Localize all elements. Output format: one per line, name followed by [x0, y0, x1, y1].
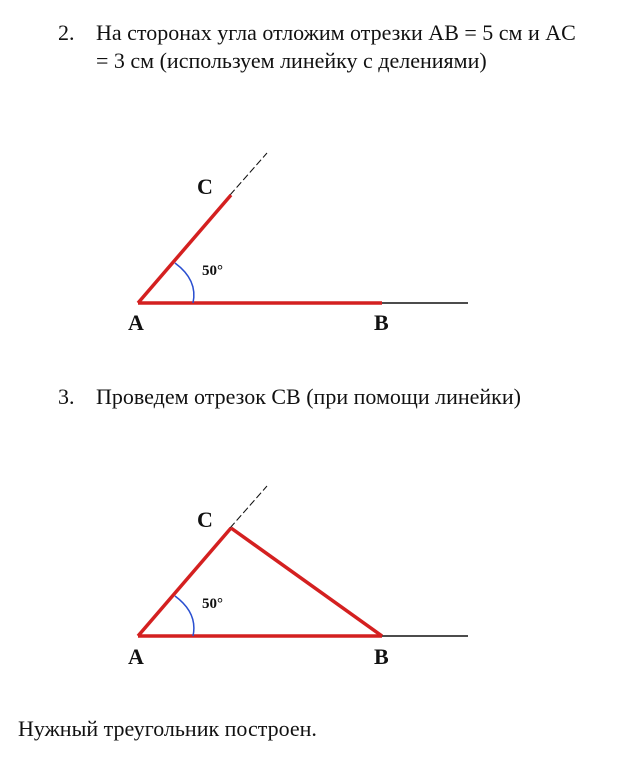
segment-cb: [231, 528, 382, 636]
triangle-figure-2: [0, 478, 644, 678]
angle-label: 50°: [202, 596, 223, 612]
angle-arc: [175, 263, 194, 303]
step-2-text: На сторонах угла отложим отрезки AB = 5 см и AC = 3 см (используем линейку с делениями): [96, 20, 576, 73]
point-c-label: C: [197, 174, 213, 199]
angle-arc: [175, 596, 194, 636]
segment-ac: [138, 528, 231, 636]
angle-label: 50°: [202, 263, 223, 279]
point-a-label: A: [128, 310, 144, 335]
ray-ac-extension: [230, 486, 267, 528]
step-3-number: 3.: [58, 384, 75, 409]
point-c-label: C: [197, 507, 213, 532]
point-a-label: A: [128, 644, 144, 669]
point-b-label: B: [374, 644, 389, 669]
point-b-label: B: [374, 310, 389, 335]
angle-figure-1: [0, 140, 644, 340]
segment-ac: [138, 195, 231, 303]
step-3-text: Проведем отрезок CB (при помощи линейки): [96, 384, 521, 409]
conclusion-text: Нужный треугольник построен.: [18, 716, 317, 741]
ray-ac-extension: [230, 153, 267, 195]
step-2-number: 2.: [58, 20, 75, 45]
